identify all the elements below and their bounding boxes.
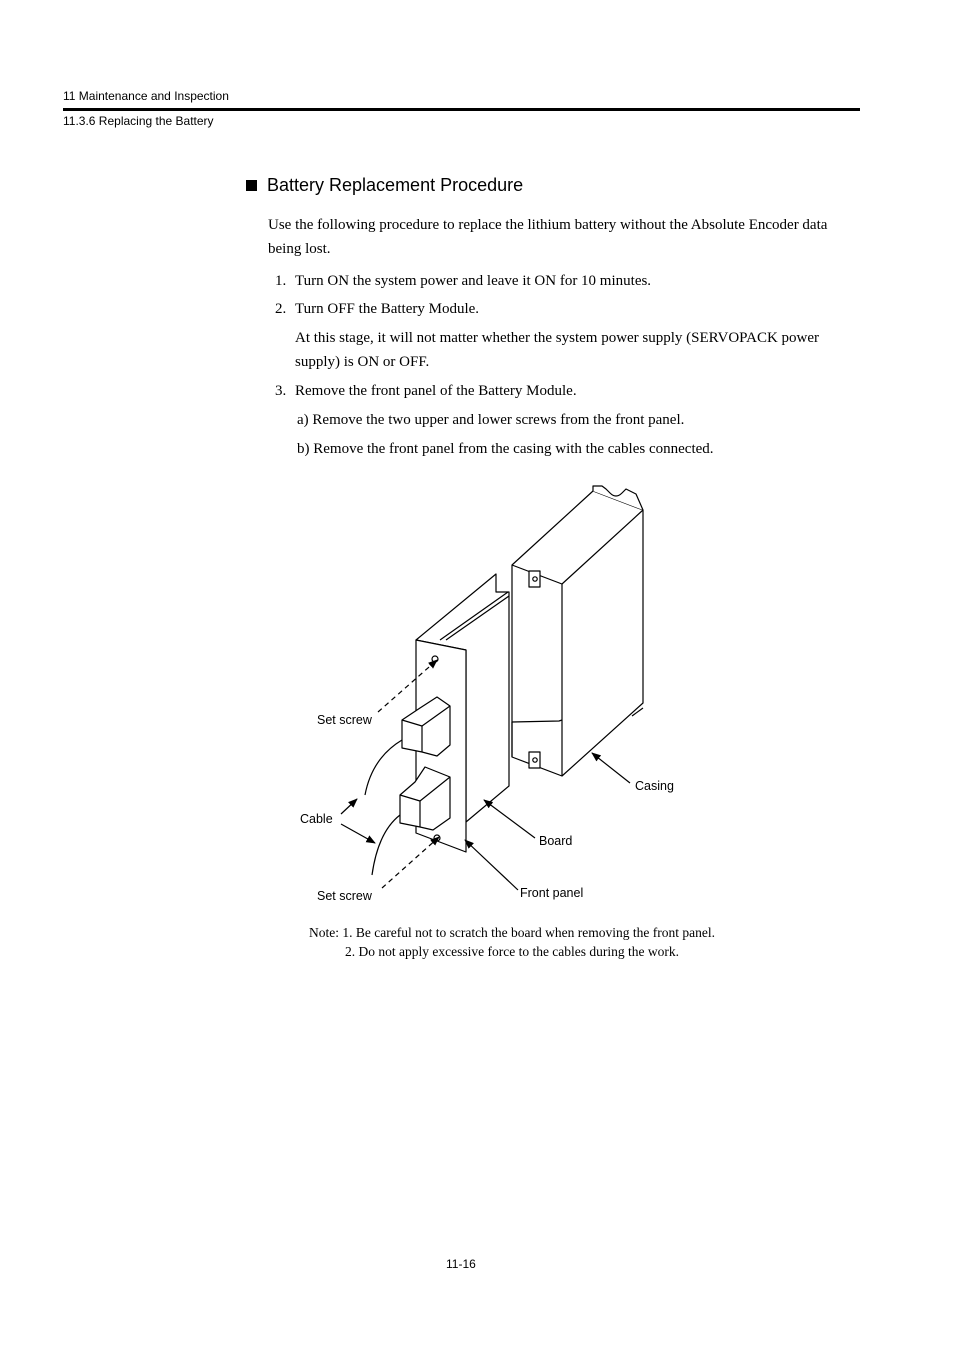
label-board: Board	[539, 834, 573, 848]
square-bullet-icon	[246, 180, 257, 191]
board-leader	[484, 800, 535, 838]
upper-cable	[365, 740, 402, 795]
note-line-2: 2. Do not apply excessive force to the cables during the work.	[345, 944, 680, 959]
intro-paragraph: Use the following procedure to replace the lithium battery without the Absolute Encoder data being lost.	[268, 217, 828, 257]
casing-leader	[592, 753, 630, 783]
header-chapter: 11 Maintenance and Inspection	[63, 89, 229, 103]
lower-connector	[400, 767, 450, 830]
casing	[512, 486, 643, 776]
step-2-number: 2.	[275, 301, 287, 317]
set-screw-bottom-arrow	[382, 837, 439, 888]
step-3-number: 3.	[275, 383, 287, 399]
step-2-detail-line-2: supply) is ON or OFF.	[295, 354, 430, 370]
step-1-number: 1.	[275, 273, 287, 289]
label-set-screw-bottom: Set screw	[317, 889, 372, 903]
step-2-text: Turn OFF the Battery Module.	[295, 301, 480, 317]
label-cable: Cable	[300, 812, 333, 826]
step-2-detail-line-1: At this stage, it will not matter whether the system power supply (SERVOPACK power	[295, 330, 820, 346]
step-1-text: Turn ON the system power and leave it ON for 10 minutes.	[295, 273, 652, 289]
step-3-sub-a: a) Remove the two upper and lower screws from the front panel.	[297, 412, 685, 428]
header-rule	[63, 108, 860, 111]
page-number: 11-16	[446, 1257, 476, 1271]
battery-module-figure	[290, 480, 690, 925]
section-heading	[246, 175, 523, 196]
front-panel-leader	[465, 840, 518, 890]
label-front-panel: Front panel	[520, 886, 584, 900]
lower-cable	[372, 815, 400, 875]
header-section: 11.3.6 Replacing the Battery	[63, 114, 214, 128]
section-heading-text: Battery Replacement Procedure	[267, 175, 524, 195]
upper-connector	[402, 697, 450, 756]
label-set-screw-top: Set screw	[317, 713, 372, 727]
note-line-1: Note: 1. Be careful not to scratch the board when removing the front panel.	[309, 925, 715, 940]
label-casing: Casing	[635, 779, 674, 793]
cable-arrow-up	[341, 799, 357, 814]
cable-arrow-down	[341, 824, 375, 843]
step-3-text: Remove the front panel of the Battery Module.	[295, 383, 577, 399]
step-3-sub-b: b) Remove the front panel from the casing with the cables connected.	[297, 441, 714, 457]
exploded-view-drawing	[290, 480, 690, 920]
